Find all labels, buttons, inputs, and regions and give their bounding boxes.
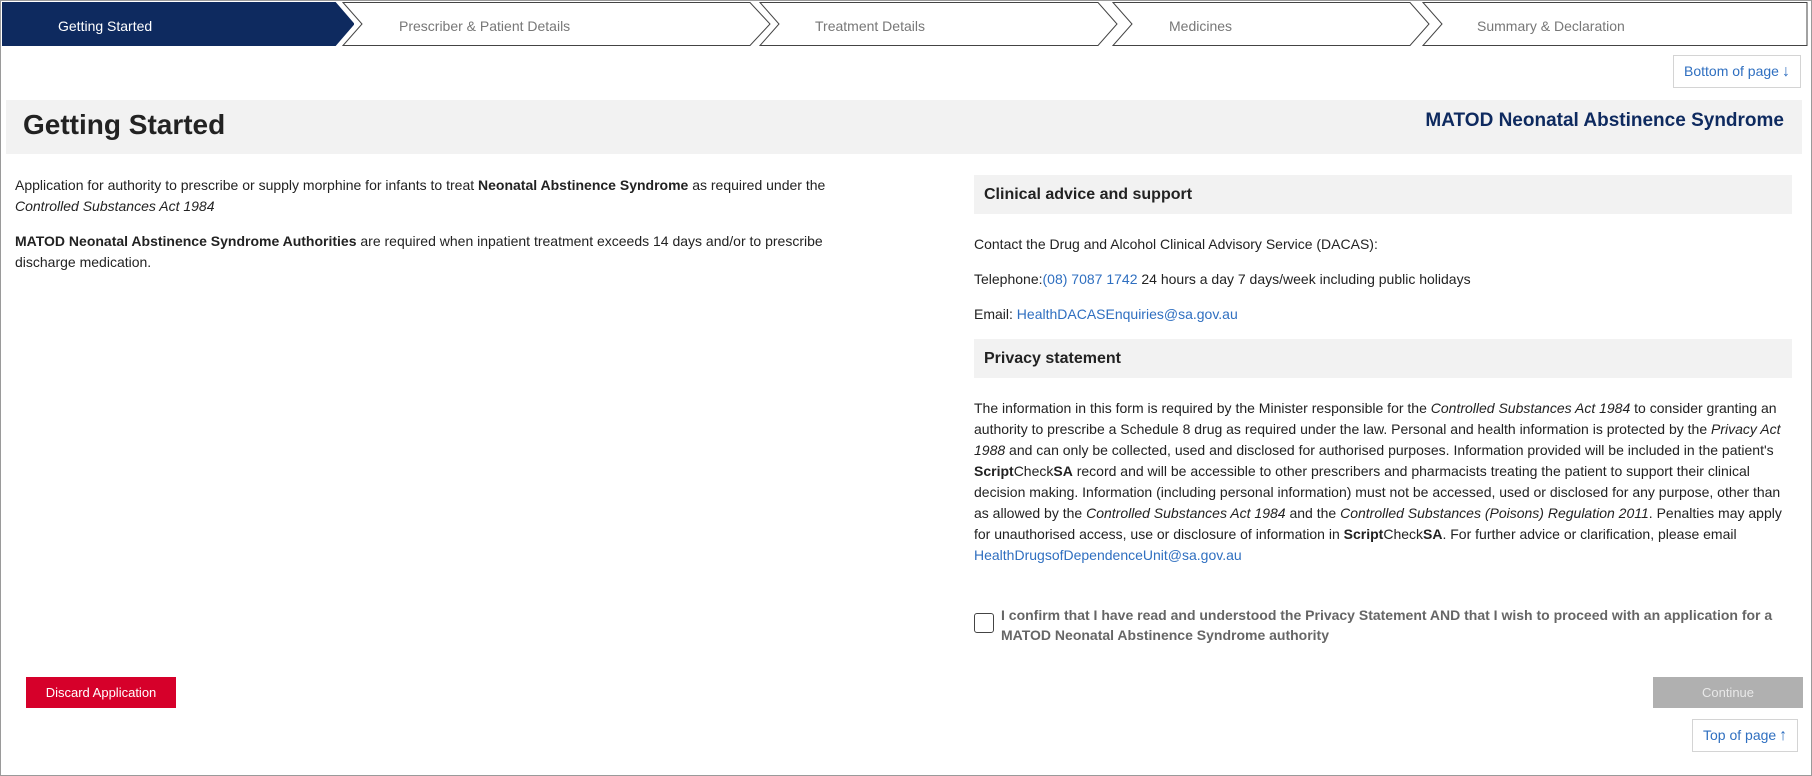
scriptchecksa-check: Check xyxy=(1383,526,1424,542)
step-shape xyxy=(759,2,1119,46)
step-summary-declaration[interactable] xyxy=(1422,2,1808,46)
page-title: Getting Started xyxy=(23,109,226,140)
privacy-confirm-row xyxy=(974,605,1792,649)
clinical-advice-heading: Clinical advice and support xyxy=(974,175,1792,214)
dod-unit-email-link[interactable]: HealthDrugsofDependenceUnit@sa.gov.au xyxy=(974,547,1242,563)
act-name: Privacy Act 1988 xyxy=(974,421,1781,458)
privacy-statement-text xyxy=(974,398,1794,566)
email-label: Email: xyxy=(974,306,1017,322)
continue-button[interactable]: Continue xyxy=(1653,677,1803,708)
dacas-email-link[interactable]: HealthDACASEnquiries@sa.gov.au xyxy=(1016,306,1238,322)
dacas-contact-text: Contact the Drug and Alcohol Clinical Advisory Service (DACAS): xyxy=(974,236,1378,252)
arrow-down-icon: ↓ xyxy=(1781,63,1790,80)
step-label: Getting Started xyxy=(58,18,153,34)
scriptchecksa-sa: SA xyxy=(1053,463,1073,479)
act-name: Controlled Substances Act 1984 xyxy=(15,198,215,214)
step-medicines[interactable] xyxy=(1112,2,1430,46)
scriptchecksa-script: Script xyxy=(1343,526,1384,542)
authority-bold: MATOD Neonatal Abstinence Syndrome Authorities xyxy=(15,233,357,249)
step-label: Summary & Declaration xyxy=(1477,18,1625,34)
intro-section xyxy=(15,175,845,287)
privacy-statement-heading: Privacy statement xyxy=(974,339,1792,378)
telephone-note: 24 hours a day 7 days/week including public holidays xyxy=(1137,271,1471,287)
step-treatment-details[interactable] xyxy=(759,2,1119,46)
telephone-line xyxy=(974,271,1471,287)
top-of-page-link[interactable] xyxy=(1692,719,1798,752)
privacy-text: and the xyxy=(1285,505,1341,521)
arrow-up-icon: ↑ xyxy=(1779,727,1788,744)
intro-text: Application for authority to prescribe or supply morphine for infants to treat xyxy=(15,177,479,193)
intro-text: as required under the xyxy=(688,177,826,193)
privacy-text: The information in this form is required by the Minister responsible for the xyxy=(974,400,1431,416)
act-name: Controlled Substances Act 1984 xyxy=(1086,505,1286,521)
privacy-confirm-label[interactable]: I confirm that I have read and understood the Privacy Statement AND that I wish to proceed with an application for a MATOD Neonatal Abstinence Syndrome authority xyxy=(1001,607,1773,643)
telephone-link[interactable]: (08) 7087 1742 xyxy=(1042,271,1138,287)
authority-text: are required when inpatient treatment exceeds 14 days and/or to prescribe discharge medication. xyxy=(15,233,823,270)
bottom-of-page-link[interactable] xyxy=(1673,55,1801,88)
regulation-name: Controlled Substances (Poisons) Regulation 2011 xyxy=(1340,505,1649,521)
top-of-page-label: Top of page xyxy=(1703,727,1777,743)
privacy-text: . For further advice or clarification, please email xyxy=(1442,526,1737,542)
intro-bold: Neonatal Abstinence Syndrome xyxy=(478,177,689,193)
privacy-text: record and will be accessible to other prescribers and pharmacists treating the patient to support their clinical decision making. Information (including personal information) must not be accessed, used or disclosed for any purpose, other than as allowed by the xyxy=(974,463,1781,521)
page-header xyxy=(6,100,1802,154)
authority-paragraph xyxy=(15,231,845,273)
email-line xyxy=(974,306,1238,322)
step-label: Prescriber & Patient Details xyxy=(399,18,571,34)
privacy-confirm-checkbox[interactable] xyxy=(974,613,994,633)
scriptchecksa-script: Script xyxy=(974,463,1014,479)
telephone-label: Telephone: xyxy=(974,271,1043,287)
step-getting-started[interactable] xyxy=(2,2,354,46)
act-name: Controlled Substances Act 1984 xyxy=(1430,400,1631,416)
discard-application-button[interactable]: Discard Application xyxy=(26,677,176,708)
step-label: Treatment Details xyxy=(815,18,925,34)
scriptchecksa-sa: SA xyxy=(1423,526,1443,542)
scriptchecksa-check: Check xyxy=(1013,463,1054,479)
step-label: Medicines xyxy=(1169,18,1233,34)
privacy-text: to consider granting an authority to prescribe a Schedule 8 drug as required under the law. Personal and health information is protected by the xyxy=(974,400,1777,437)
step-shape xyxy=(2,2,354,46)
form-title: MATOD Neonatal Abstinence Syndrome xyxy=(1425,110,1784,131)
progress-stepper xyxy=(2,2,1808,46)
privacy-text: . Penalties may apply for unauthorised access, use or disclosure of information in xyxy=(974,505,1782,542)
privacy-text: and can only be collected, used and disclosed for authorised purposes. Information provided will be included in the patient's xyxy=(1005,442,1774,458)
intro-paragraph xyxy=(15,175,845,217)
step-shape xyxy=(1112,2,1430,46)
step-prescriber-patient[interactable] xyxy=(342,2,772,46)
bottom-of-page-label: Bottom of page xyxy=(1684,63,1779,79)
